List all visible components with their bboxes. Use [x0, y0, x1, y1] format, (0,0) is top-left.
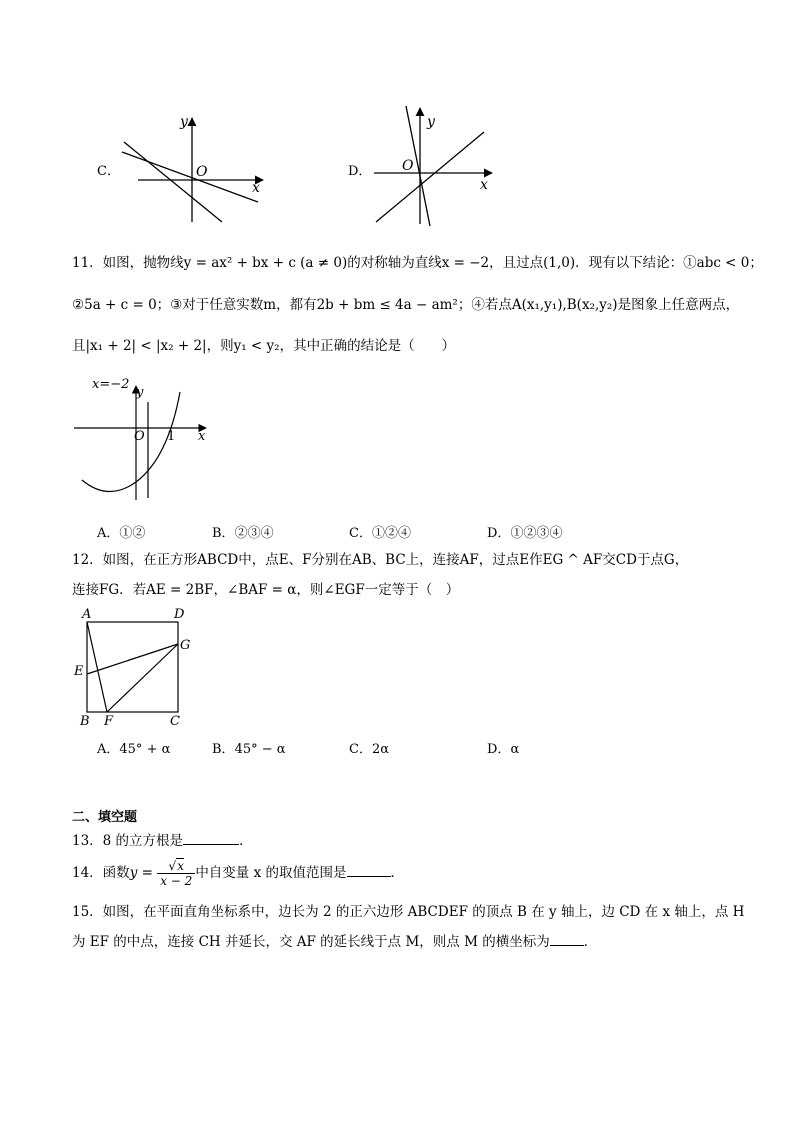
- point-g: G: [180, 638, 191, 653]
- segment-af: [87, 622, 107, 712]
- q10-graph-d: [370, 102, 500, 232]
- q11-option-b[interactable]: B．②③④: [212, 526, 274, 541]
- q12-option-a[interactable]: A．45° + α: [97, 742, 171, 757]
- origin-label: O: [402, 158, 414, 174]
- q11-line-2: ②5a + c = 0；③对于任意实数m，都有2b + bm ≤ 4a − am²；④若点A(x₁,y₁),B(x₂,y₂)是图象上任意两点，: [72, 297, 740, 313]
- q12-option-b[interactable]: B．45° − α: [212, 742, 286, 757]
- section-heading: 二、填空题: [72, 810, 138, 825]
- line-2: [122, 152, 258, 202]
- q15-answer-blank[interactable]: [550, 933, 584, 946]
- q14: 14．函数y = $\frac{√x}{x - 2}$ 中自变量 x 的取值范围是 ．: [72, 859, 405, 888]
- origin-label: O: [196, 164, 208, 180]
- point-c: C: [170, 714, 180, 729]
- q11-option-a[interactable]: A．①②: [97, 526, 146, 541]
- q11-line-1: 11．如图，抛物线y = ax² + bx + c (a ≠ 0)的对称轴为直线x = −2，且过点(1,0)．现有以下结论：①abc < 0；: [72, 255, 763, 271]
- q11-line-3: 且|x₁ + 2| < |x₂ + 2|，则y₁ < y₂，其中正确的结论是（ ）: [72, 338, 456, 354]
- rising-line: [376, 132, 484, 222]
- origin-label: O: [134, 429, 145, 444]
- y-label: y: [180, 114, 188, 130]
- q12-option-c[interactable]: C．2α: [349, 742, 390, 757]
- q10-option-c-label: C．: [97, 164, 120, 179]
- point-d: D: [174, 607, 185, 622]
- q15-line-1: 15．如图，在平面直角坐标系中，边长为 2 的正六边形 ABCDEF 的顶点 B 在 y 轴上，边 CD 在 x 轴上，点 H: [72, 904, 745, 920]
- parabola-curve: [82, 392, 180, 492]
- q11-parabola-graph: [70, 372, 215, 505]
- q12-square-figure: [70, 604, 200, 729]
- q13-answer-blank[interactable]: [183, 832, 239, 845]
- root-label: 1: [167, 429, 176, 444]
- square-abcd: [87, 622, 178, 712]
- q12-option-d[interactable]: D．α: [487, 742, 520, 757]
- x-label: x: [480, 177, 488, 193]
- segment-fg: [107, 644, 178, 712]
- y-label: y: [136, 385, 144, 400]
- q10-option-d-label: D．: [348, 164, 372, 179]
- point-a: A: [82, 607, 92, 622]
- y-label: y: [427, 114, 435, 130]
- q15-line-2: 为 EF 的中点，连接 CH 并延长，交 AF 的延长线于点 M，则点 M 的横坐标为 ．: [72, 934, 598, 950]
- q14-fraction: $\frac{√x}{x - 2}$: [157, 859, 195, 888]
- point-b: B: [80, 714, 90, 729]
- q11-option-d[interactable]: D．①②③④: [487, 526, 563, 541]
- point-e: E: [74, 664, 84, 679]
- x-label: x: [252, 180, 260, 196]
- q14-answer-blank[interactable]: [347, 864, 391, 877]
- segment-eg: [87, 644, 178, 674]
- q13-text: 13．8 的立方根是: [72, 833, 184, 849]
- q11-option-c[interactable]: C．①②④: [349, 526, 411, 541]
- q14-text: 14．函数: [72, 865, 130, 881]
- q13: 13．8 的立方根是 ．: [72, 833, 253, 849]
- q12-line-1: 12．如图，在正方形ABCD中，点E、F分别在AB、BC上，连接AF，过点E作EG ^ AF交CD于点G，: [72, 552, 689, 568]
- symmetry-axis-label: x=−2: [92, 377, 130, 392]
- line-1: [124, 142, 222, 222]
- q10-graph-c: [118, 112, 268, 227]
- x-label: x: [198, 429, 206, 444]
- q12-line-2: 连接FG．若AE = 2BF，∠BAF = α，则∠EGF一定等于（ ）: [72, 582, 460, 598]
- point-f: F: [104, 714, 114, 729]
